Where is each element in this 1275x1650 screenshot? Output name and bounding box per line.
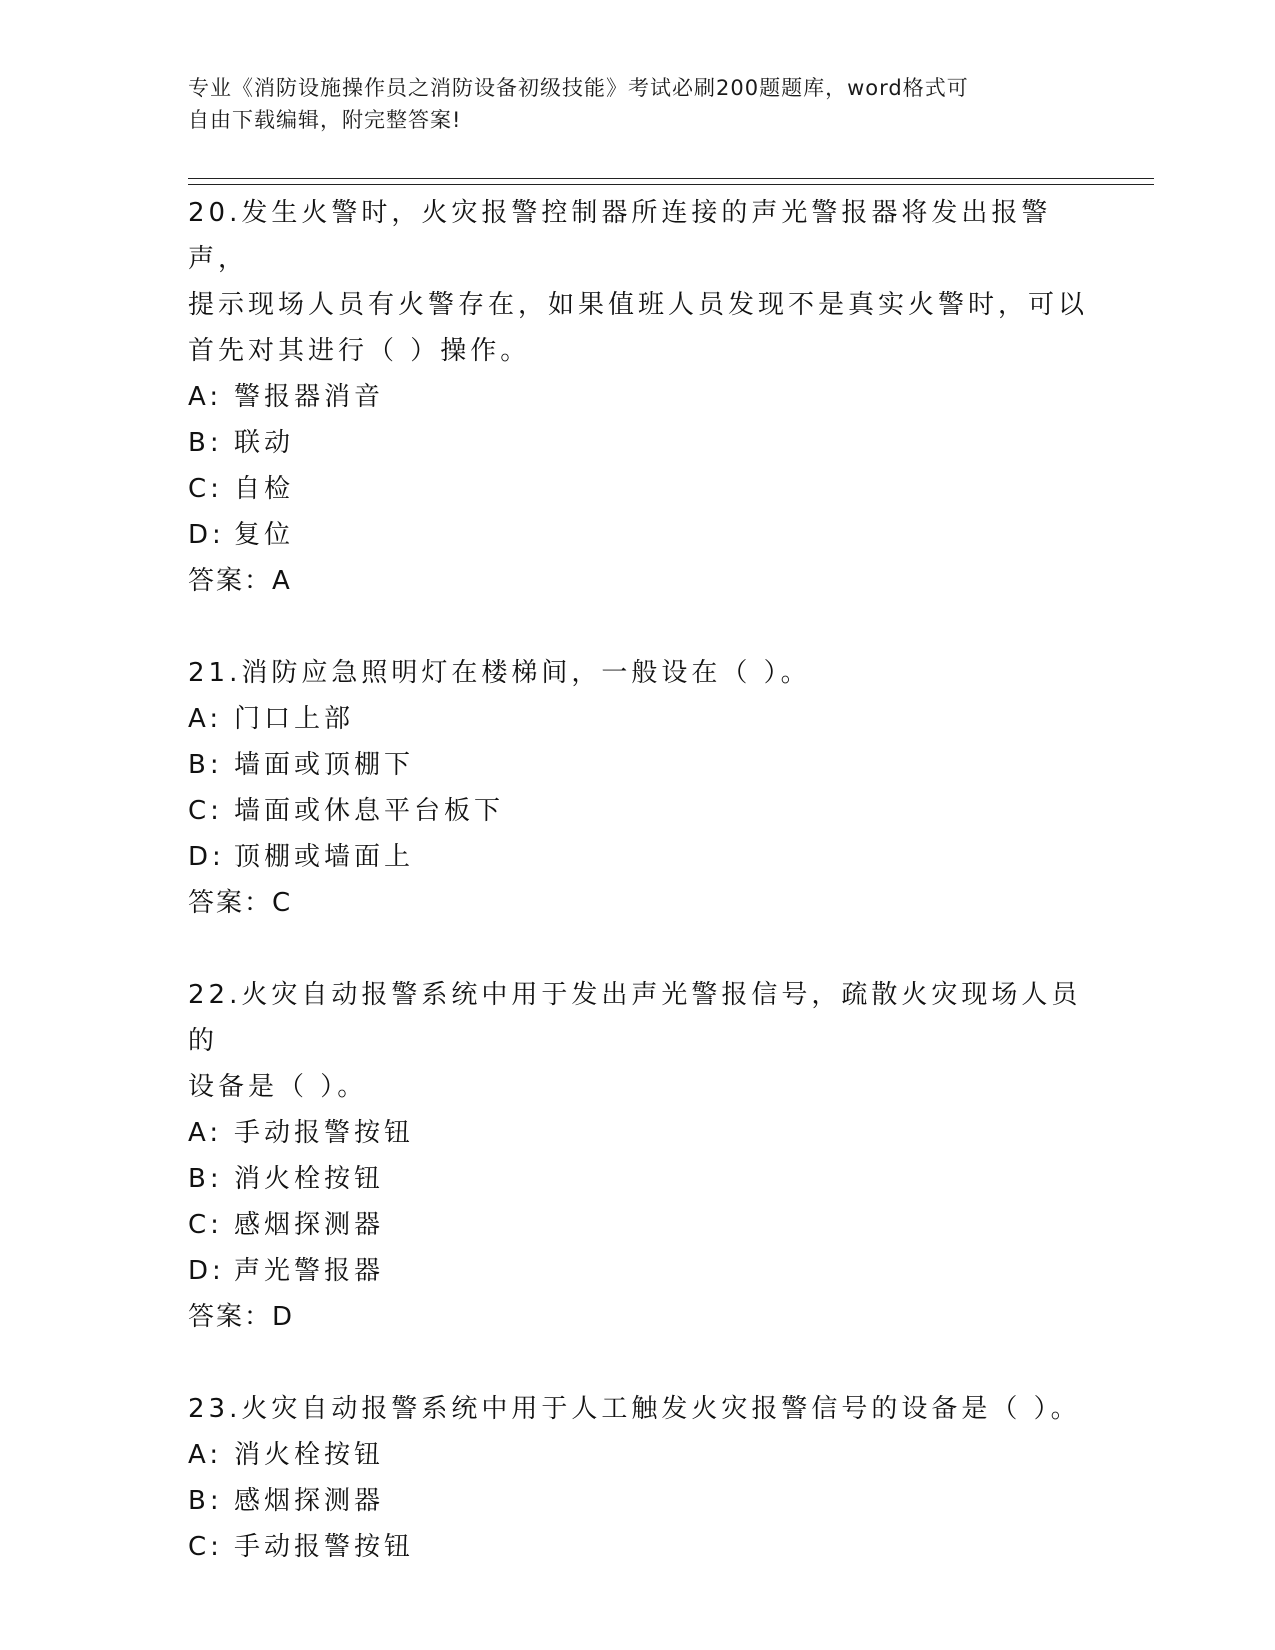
- question-stem: [188, 190, 1088, 374]
- option-letter: B:: [188, 428, 223, 458]
- option-text: 感烟探测器: [234, 1210, 385, 1240]
- header-divider-bottom: [188, 184, 1154, 185]
- option-b: [188, 420, 1088, 466]
- stem-line: 提示现场人员有火警存在，如果值班人员发现不是真实火警时，可以: [188, 290, 1089, 320]
- option-c: [188, 788, 1088, 834]
- option-letter: B:: [188, 1164, 223, 1194]
- option-letter: C:: [188, 1210, 223, 1240]
- option-text: 手动报警按钮: [234, 1532, 415, 1562]
- option-b: [188, 742, 1088, 788]
- stem-line: 设备是（ ）。: [188, 1072, 368, 1102]
- option-letter: C:: [188, 474, 223, 504]
- answer-label: 答案：A: [188, 566, 292, 596]
- option-text: 墙面或休息平台板下: [234, 796, 505, 826]
- stem-line: 首先对其进行（ ）操作。: [188, 336, 531, 366]
- option-text: 手动报警按钮: [234, 1118, 415, 1148]
- stem-line: 21.消防应急照明灯在楼梯间，一般设在（ ）。: [188, 658, 811, 688]
- option-d: [188, 834, 1088, 880]
- option-letter: C:: [188, 796, 223, 826]
- option-text: 墙面或顶棚下: [234, 750, 415, 780]
- question-21: [188, 650, 1088, 926]
- document-header: [188, 72, 1088, 136]
- option-text: 联动: [234, 428, 295, 458]
- option-letter: D:: [188, 842, 225, 872]
- option-a: [188, 696, 1088, 742]
- option-text: 自检: [234, 474, 295, 504]
- option-text: 警报器消音: [234, 382, 385, 412]
- option-letter: D:: [188, 1256, 225, 1286]
- option-c: [188, 1524, 1088, 1570]
- question-23: [188, 1386, 1088, 1570]
- option-a: [188, 1432, 1088, 1478]
- question-stem: [188, 650, 1088, 696]
- option-text: 门口上部: [234, 704, 355, 734]
- option-letter: A:: [188, 1440, 223, 1470]
- option-letter: A:: [188, 382, 223, 412]
- stem-line: 23.火灾自动报警系统中用于人工触发火灾报警信号的设备是（ ）。: [188, 1394, 1081, 1424]
- option-letter: B:: [188, 1486, 223, 1516]
- option-text: 复位: [234, 520, 295, 550]
- option-letter: D:: [188, 520, 225, 550]
- option-letter: B:: [188, 750, 223, 780]
- option-letter: A:: [188, 704, 223, 734]
- header-line-2: 自由下载编辑，附完整答案!: [188, 108, 462, 132]
- question-stem: [188, 1386, 1088, 1432]
- option-b: [188, 1156, 1088, 1202]
- option-text: 消火栓按钮: [234, 1164, 385, 1194]
- question-list: [188, 190, 1088, 1616]
- option-text: 消火栓按钮: [234, 1440, 385, 1470]
- option-text: 顶棚或墙面上: [234, 842, 415, 872]
- option-a: [188, 1110, 1088, 1156]
- question-stem: [188, 972, 1088, 1110]
- option-c: [188, 1202, 1088, 1248]
- option-letter: A:: [188, 1118, 223, 1148]
- option-c: [188, 466, 1088, 512]
- option-a: [188, 374, 1088, 420]
- answer-label: 答案：D: [188, 1302, 295, 1332]
- option-text: 感烟探测器: [234, 1486, 385, 1516]
- option-d: [188, 1248, 1088, 1294]
- option-b: [188, 1478, 1088, 1524]
- option-text: 声光警报器: [234, 1256, 385, 1286]
- stem-line: 22.火灾自动报警系统中用于发出声光警报信号，疏散火灾现场人员的: [188, 980, 1082, 1056]
- question-22: [188, 972, 1088, 1340]
- stem-line: 20.发生火警时，火灾报警控制器所连接的声光警报器将发出报警声，: [188, 198, 1052, 274]
- question-20: [188, 190, 1088, 604]
- option-letter: C:: [188, 1532, 223, 1562]
- answer-label: 答案：C: [188, 888, 293, 918]
- header-divider-top: [188, 178, 1154, 179]
- header-line-1: 专业《消防设施操作员之消防设备初级技能》考试必刷200题题库，word格式可: [188, 76, 969, 100]
- option-d: [188, 512, 1088, 558]
